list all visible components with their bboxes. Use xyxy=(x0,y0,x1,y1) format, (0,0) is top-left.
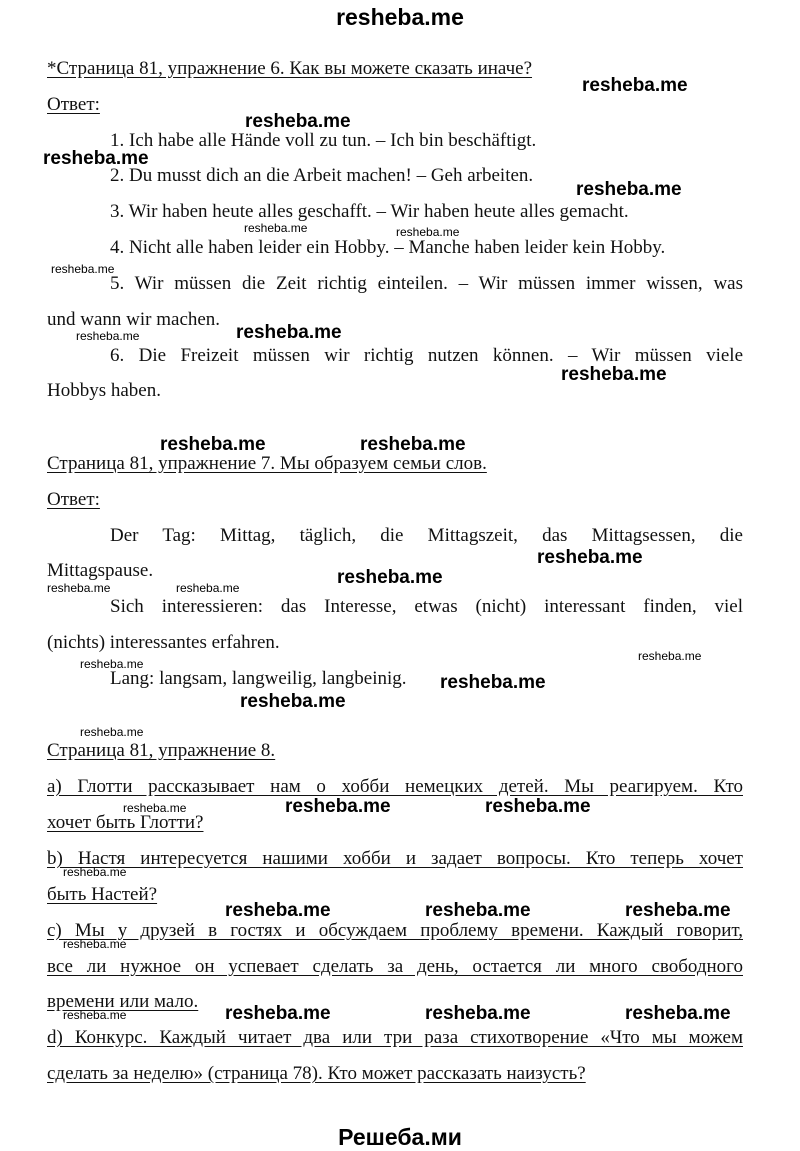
watermark: resheba.me xyxy=(360,434,466,455)
ex7-para-2b: (nichts) interessantes erfahren. xyxy=(47,632,280,653)
watermark: resheba.me xyxy=(225,1003,331,1024)
watermark-small: resheba.me xyxy=(63,1008,127,1022)
ex8-item-a-1: a) Глотти рассказывает нам о хобби немецких детей. Мы реагируем. Кто xyxy=(47,776,743,797)
ex8-item-b-1: b) Настя интересуется нашими хобби и задает вопросы. Кто теперь хочет xyxy=(47,848,743,869)
watermark: resheba.me xyxy=(425,1003,531,1024)
ex6-line-5b: und wann wir machen. xyxy=(47,309,221,330)
watermark-small: resheba.me xyxy=(244,221,308,235)
watermark-small: resheba.me xyxy=(176,581,240,595)
ex7-title: Страница 81, упражнение 7. Мы образуем семьи слов. xyxy=(47,453,487,474)
ex8-item-d-1: d) Конкурс. Каждый читает два или три раза стихотворение «Что мы можем xyxy=(47,1027,743,1048)
watermark: resheba.me xyxy=(425,900,531,921)
watermark-small: resheba.me xyxy=(63,937,127,951)
ex6-line-4: 4. Nicht alle haben leider ein Hobby. – Manche haben leider kein Hobby. xyxy=(110,237,666,258)
ex8-title: Страница 81, упражнение 8. xyxy=(47,740,276,761)
watermark-small: resheba.me xyxy=(47,581,111,595)
ex6-line-2: 2. Du musst dich an die Arbeit machen! – Geh arbeiten. xyxy=(110,165,534,186)
watermark: resheba.me xyxy=(485,796,591,817)
ex8-item-c-1: c) Мы у друзей в гостях и обсуждаем проблему времени. Каждый говорит, xyxy=(47,920,743,941)
ex7-answer-label: Ответ: xyxy=(47,489,100,510)
ex6-line-6b: Hobbys haben. xyxy=(47,380,161,401)
ex8-item-b-2: быть Настей? xyxy=(47,884,158,905)
watermark: resheba.me xyxy=(43,148,149,169)
ex8-item-c-2: все ли нужное он успевает сделать за день, остается ли много свободного xyxy=(47,956,743,977)
watermark: resheba.me xyxy=(625,1003,731,1024)
ex8-item-a-2: хочет быть Глотти? xyxy=(47,812,204,833)
watermark: resheba.me xyxy=(160,434,266,455)
ex8-item-c-3: времени или мало. xyxy=(47,991,199,1012)
watermark: resheba.me xyxy=(225,900,331,921)
watermark: resheba.me xyxy=(561,364,667,385)
watermark: resheba.me xyxy=(285,796,391,817)
ex7-para-3: Lang: langsam, langweilig, langbeinig. xyxy=(110,668,407,689)
watermark-small: resheba.me xyxy=(396,225,460,239)
watermark-small: resheba.me xyxy=(638,649,702,663)
ex6-line-5a: 5. Wir müssen die Zeit richtig einteilen. – Wir müssen immer wissen, was xyxy=(110,273,743,294)
ex7-para-1a: Der Tag: Mittag, täglich, die Mittagszeit, das Mittagsessen, die xyxy=(110,525,743,546)
site-footer: Решеба.ми xyxy=(338,1124,462,1150)
ex6-line-3: 3. Wir haben heute alles geschafft. – Wir haben heute alles gemacht. xyxy=(110,201,629,222)
ex6-line-6a: 6. Die Freizeit müssen wir richtig nutzen können. – Wir müssen viele xyxy=(110,345,743,366)
watermark-small: resheba.me xyxy=(123,801,187,815)
watermark: resheba.me xyxy=(582,75,688,96)
watermark: resheba.me xyxy=(537,547,643,568)
watermark: resheba.me xyxy=(337,567,443,588)
site-header: resheba.me xyxy=(336,4,464,30)
watermark: resheba.me xyxy=(236,322,342,343)
watermark-small: resheba.me xyxy=(51,262,115,276)
watermark-small: resheba.me xyxy=(63,865,127,879)
ex6-line-1: 1. Ich habe alle Hände voll zu tun. – Ich bin beschäftigt. xyxy=(110,130,537,151)
watermark: resheba.me xyxy=(245,111,351,132)
watermark: resheba.me xyxy=(240,691,346,712)
watermark-small: resheba.me xyxy=(80,657,144,671)
ex6-title: *Страница 81, упражнение 6. Как вы можете сказать иначе? xyxy=(47,58,533,79)
watermark-small: resheba.me xyxy=(76,329,140,343)
ex8-item-d-2: сделать за неделю» (страница 78). Кто может рассказать наизусть? xyxy=(47,1063,586,1084)
watermark: resheba.me xyxy=(576,179,682,200)
watermark-small: resheba.me xyxy=(80,725,144,739)
watermark: resheba.me xyxy=(625,900,731,921)
ex7-para-2a: Sich interessieren: das Interesse, etwas (nicht) interessant finden, viel xyxy=(110,596,743,617)
ex6-answer-label: Ответ: xyxy=(47,94,100,115)
watermark: resheba.me xyxy=(440,672,546,693)
ex7-para-1b: Mittagspause. xyxy=(47,560,154,581)
